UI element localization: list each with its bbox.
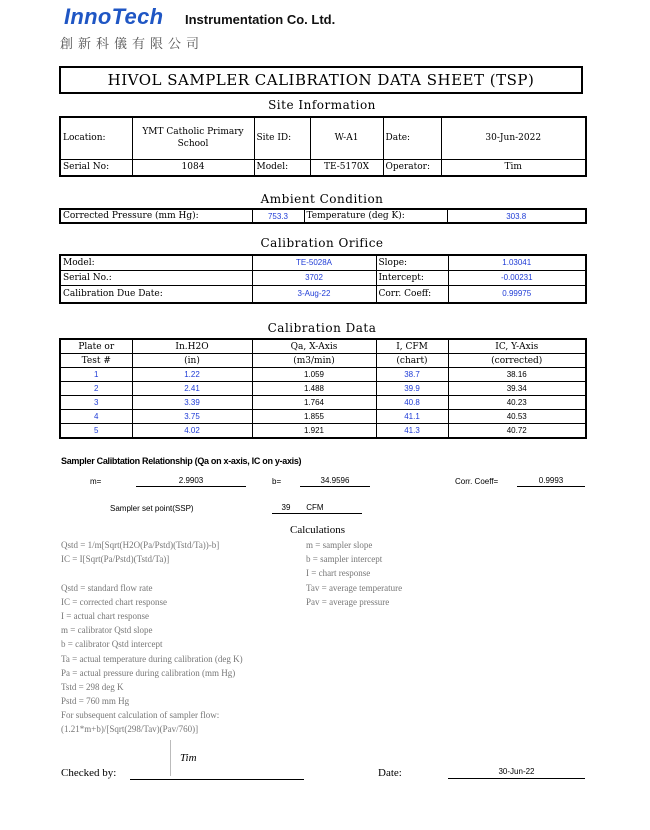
table-row — [60, 424, 586, 439]
header-row-2 — [60, 354, 586, 368]
calibration-data-table — [59, 338, 587, 439]
date-value: 30-Jun-2022 — [441, 117, 586, 159]
cell-ic: 40.53 — [448, 410, 586, 424]
col-header: I, CFM — [376, 339, 448, 354]
ssp-field — [272, 503, 362, 514]
signature-divider — [170, 740, 171, 776]
ssp-value: 39 — [281, 503, 291, 512]
due-date-label: Calibration Due Date: — [60, 285, 252, 303]
calc-line: Ta = actual temperature during calibration (deg K) — [61, 653, 243, 664]
calc-line: b = calibrator Qstd intercept — [61, 639, 163, 650]
cell-inh2o: 2.41 — [132, 382, 252, 396]
calc-line: b = sampler intercept — [306, 554, 383, 565]
cell-qa: 1.764 — [252, 396, 376, 410]
cell-i: 41.3 — [376, 424, 448, 439]
date-label: Date: — [383, 117, 441, 159]
site-information-heading: Site Information — [268, 98, 376, 112]
col-header: IC, Y-Axis — [448, 339, 586, 354]
calc-line: m = calibrator Qstd slope — [61, 625, 153, 636]
table-row — [60, 382, 586, 396]
cell-i: 41.1 — [376, 410, 448, 424]
orifice-model-value: TE-5028A — [252, 255, 376, 270]
model-label: Model: — [254, 159, 310, 176]
m-value: 2.9903 — [136, 476, 246, 487]
ambient-condition-table — [59, 208, 587, 224]
ssp-label: Sampler set point(SSP) — [110, 504, 194, 513]
calc-line: Tstd = 298 deg K — [61, 681, 124, 692]
company-name: Instrumentation Co. Ltd. — [185, 12, 336, 27]
col-header: In.H2O — [132, 339, 252, 354]
cell-i: 40.8 — [376, 396, 448, 410]
calc-line: For subsequent calculation of sampler flow: — [61, 710, 220, 721]
footer-date-label: Date: — [378, 767, 402, 779]
location-value: YMT Catholic Primary School — [132, 117, 254, 159]
cell-inh2o: 4.02 — [132, 424, 252, 439]
col-header: Qa, X-Axis — [252, 339, 376, 354]
cell-test: 2 — [60, 382, 132, 396]
serial-value: 1084 — [132, 159, 254, 176]
relationship-corr-label: Corr. Coeff= — [455, 477, 499, 486]
col-header: (m3/min) — [252, 354, 376, 368]
company-chinese-name: 創新科儀有限公司 — [60, 37, 205, 52]
header-row-1 — [60, 339, 586, 354]
cell-test: 4 — [60, 410, 132, 424]
relationship-title: Sampler Calibtation Relationship (Qa on x-axis, IC on y-axis) — [61, 456, 302, 466]
calculations-heading: Calculations — [290, 524, 345, 536]
operator-label: Operator: — [383, 159, 441, 176]
pressure-label: Corrected Pressure (mm Hg): — [60, 209, 252, 223]
calc-line — [61, 566, 301, 580]
cell-qa: 1.921 — [252, 424, 376, 439]
cell-test: 1 — [60, 368, 132, 382]
temperature-value: 303.8 — [447, 209, 586, 223]
calc-line: Pa = actual pressure during calibration (mm Hg) — [61, 667, 236, 678]
cell-i: 38.7 — [376, 368, 448, 382]
calc-line: Qstd = standard flow rate — [61, 582, 153, 593]
signature: Tim — [180, 752, 197, 764]
orifice-serial-value: 3702 — [252, 270, 376, 285]
cell-qa: 1.059 — [252, 368, 376, 382]
site-information-table — [59, 116, 587, 177]
temperature-label: Temperature (deg K): — [304, 209, 447, 223]
serial-label: Serial No: — [60, 159, 132, 176]
m-label: m= — [90, 477, 102, 486]
cell-test: 3 — [60, 396, 132, 410]
calibration-orifice-heading: Calibration Orifice — [260, 236, 384, 250]
table-row — [60, 396, 586, 410]
col-header: Plate or — [60, 339, 132, 354]
col-header: Test # — [60, 354, 132, 368]
site-id-value: W-A1 — [310, 117, 383, 159]
calc-line: IC = I[Sqrt(Pa/Pstd)(Tstd/Ta)] — [61, 554, 170, 565]
corr-coeff-label: Corr. Coeff: — [376, 285, 448, 303]
slope-value: 1.03041 — [448, 255, 586, 270]
cell-inh2o: 3.75 — [132, 410, 252, 424]
calculations-left — [61, 538, 301, 737]
calculations-right — [306, 538, 466, 609]
cell-test: 5 — [60, 424, 132, 439]
col-header: (in) — [132, 354, 252, 368]
relationship-corr-value: 0.9993 — [517, 476, 585, 487]
model-value: TE-5170X — [310, 159, 383, 176]
corr-coeff-value: 0.99975 — [448, 285, 586, 303]
cell-inh2o: 1.22 — [132, 368, 252, 382]
due-date-value: 3-Aug-22 — [252, 285, 376, 303]
calc-line: Pav = average pressure — [306, 596, 390, 607]
table-row — [60, 368, 586, 382]
calibration-orifice-table — [59, 254, 587, 304]
cell-i: 39.9 — [376, 382, 448, 396]
b-value: 34.9596 — [300, 476, 370, 487]
calibration-data-heading: Calibration Data — [267, 321, 377, 335]
location-label: Location: — [60, 117, 132, 159]
checked-by-line — [130, 779, 304, 780]
cell-inh2o: 3.39 — [132, 396, 252, 410]
cell-ic: 40.72 — [448, 424, 586, 439]
ssp-unit: CFM — [306, 503, 324, 512]
operator-value: Tim — [441, 159, 586, 176]
calc-line: Qstd = 1/m[Sqrt(H2O(Pa/Pstd)(Tstd/Ta))-b] — [61, 540, 220, 550]
b-label: b= — [272, 477, 282, 486]
calc-line: I = chart response — [306, 568, 371, 579]
checked-by-label: Checked by: — [61, 767, 117, 779]
slope-label: Slope: — [376, 255, 448, 270]
intercept-label: Intercept: — [376, 270, 448, 285]
cell-ic: 40.23 — [448, 396, 586, 410]
pressure-value: 753.3 — [252, 209, 304, 223]
calc-line: IC = corrected chart response — [61, 596, 168, 607]
ambient-condition-heading: Ambient Condition — [260, 192, 384, 206]
intercept-value: -0.00231 — [448, 270, 586, 285]
cell-qa: 1.855 — [252, 410, 376, 424]
cell-ic: 39.34 — [448, 382, 586, 396]
orifice-model-label: Model: — [60, 255, 252, 270]
footer-date-value: 30-Jun-22 — [448, 767, 585, 779]
company-logo: InnoTech — [64, 4, 164, 29]
table-row — [60, 410, 586, 424]
col-header: (chart) — [376, 354, 448, 368]
site-id-label: Site ID: — [254, 117, 310, 159]
calc-line: m = sampler slope — [306, 540, 373, 550]
calc-line: I = actual chart response — [61, 610, 150, 621]
col-header: (corrected) — [448, 354, 586, 368]
cell-qa: 1.488 — [252, 382, 376, 396]
page-title: HIVOL SAMPLER CALIBRATION DATA SHEET (TSP) — [59, 66, 583, 94]
orifice-serial-label: Serial No.: — [60, 270, 252, 285]
calc-line: Pstd = 760 mm Hg — [61, 696, 130, 707]
calc-line: (1.21*m+b)/[Sqrt(298/Tav)(Pav/760)] — [61, 724, 199, 735]
cell-ic: 38.16 — [448, 368, 586, 382]
calc-line: Tav = average temperature — [306, 582, 403, 593]
